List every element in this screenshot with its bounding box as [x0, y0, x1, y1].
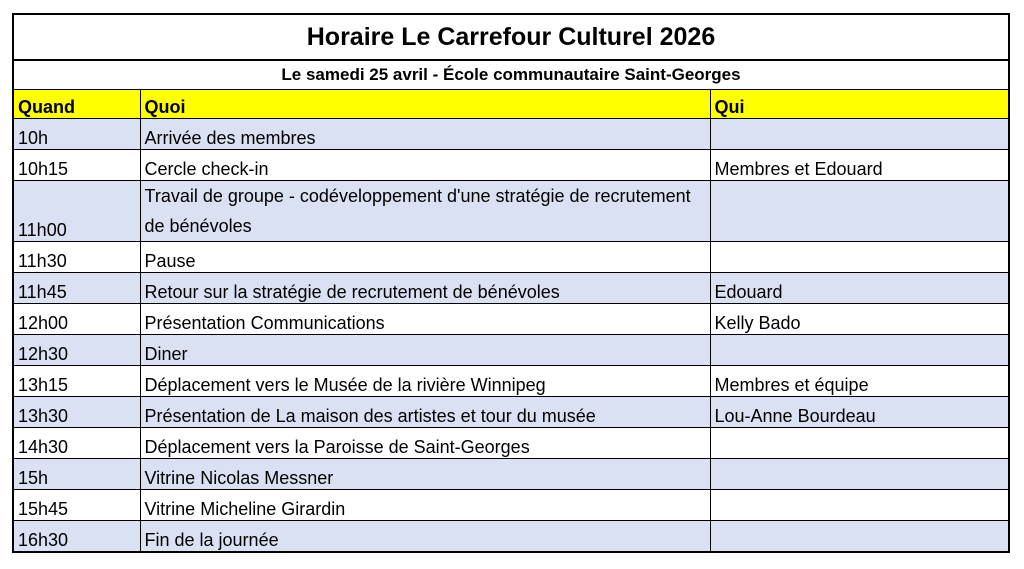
table-row	[14, 397, 1008, 428]
table-row	[14, 459, 1008, 490]
cell-when: 13h30	[14, 397, 140, 428]
cell-what: Vitrine Nicolas Messner	[140, 459, 710, 490]
cell-what: Diner	[140, 335, 710, 366]
header-when: Quand	[14, 90, 140, 119]
cell-what: Fin de la journée	[140, 521, 710, 552]
cell-when: 15h45	[14, 490, 140, 521]
cell-when: 15h	[14, 459, 140, 490]
cell-what: Déplacement vers la Paroisse de Saint-Georges	[140, 428, 710, 459]
header-what: Quoi	[140, 90, 710, 119]
cell-when: 10h15	[14, 150, 140, 181]
cell-who	[710, 490, 1008, 521]
cell-who	[710, 428, 1008, 459]
schedule-subtitle: Le samedi 25 avril - École communautaire Saint-Georges	[14, 61, 1008, 90]
cell-what: Déplacement vers le Musée de la rivière Winnipeg	[140, 366, 710, 397]
header-who: Qui	[710, 90, 1008, 119]
cell-what: Retour sur la stratégie de recrutement de bénévoles	[140, 273, 710, 304]
cell-what: Pause	[140, 242, 710, 273]
cell-who: Membres et Edouard	[710, 150, 1008, 181]
table-row	[14, 304, 1008, 335]
cell-when: 11h30	[14, 242, 140, 273]
cell-who: Kelly Bado	[710, 304, 1008, 335]
cell-what: Arrivée des membres	[140, 119, 710, 150]
cell-who: Membres et équipe	[710, 366, 1008, 397]
table-row	[14, 490, 1008, 521]
cell-who: Lou-Anne Bourdeau	[710, 397, 1008, 428]
cell-when: 12h30	[14, 335, 140, 366]
cell-what: Présentation Communications	[140, 304, 710, 335]
cell-who	[710, 119, 1008, 150]
table-row	[14, 335, 1008, 366]
table-row	[14, 242, 1008, 273]
schedule-sheet	[12, 13, 1010, 553]
cell-when: 11h00	[14, 181, 140, 242]
cell-who: Edouard	[710, 273, 1008, 304]
cell-who	[710, 459, 1008, 490]
cell-who	[710, 335, 1008, 366]
schedule-title: Horaire Le Carrefour Culturel 2026	[14, 15, 1008, 61]
cell-what: Cercle check-in	[140, 150, 710, 181]
cell-what: Vitrine Micheline Girardin	[140, 490, 710, 521]
cell-when: 14h30	[14, 428, 140, 459]
table-row	[14, 521, 1008, 552]
cell-when: 16h30	[14, 521, 140, 552]
cell-when: 11h45	[14, 273, 140, 304]
cell-who	[710, 242, 1008, 273]
table-row	[14, 428, 1008, 459]
cell-when: 10h	[14, 119, 140, 150]
cell-what: Présentation de La maison des artistes et tour du musée	[140, 397, 710, 428]
table-row	[14, 119, 1008, 150]
table-row	[14, 150, 1008, 181]
cell-who	[710, 181, 1008, 242]
cell-what: Travail de groupe - codéveloppement d'une stratégie de recrutement de bénévoles	[140, 181, 710, 242]
header-row	[14, 90, 1008, 119]
cell-when: 13h15	[14, 366, 140, 397]
cell-who	[710, 521, 1008, 552]
table-row	[14, 366, 1008, 397]
cell-when: 12h00	[14, 304, 140, 335]
schedule-table	[14, 90, 1008, 551]
table-row	[14, 273, 1008, 304]
table-row	[14, 181, 1008, 242]
